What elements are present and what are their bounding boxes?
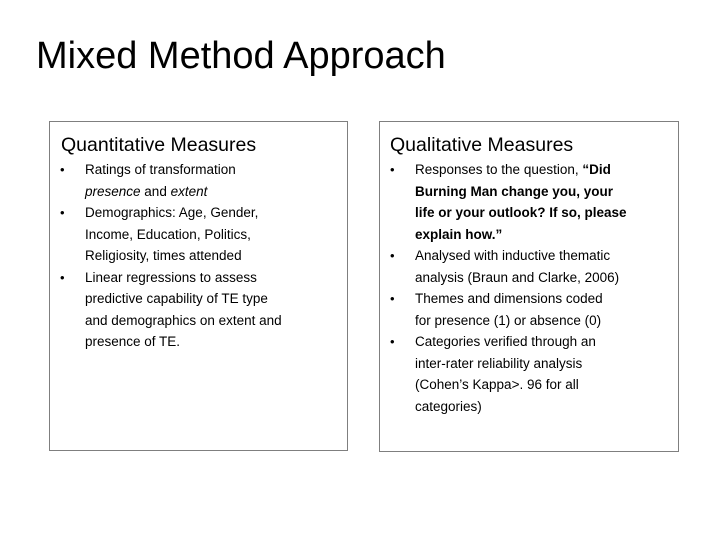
bullet-text-line: Themes and dimensions coded xyxy=(415,291,603,306)
bullet-text-line: Ratings of transformation xyxy=(85,162,236,177)
bullet-icon: • xyxy=(390,291,395,306)
question-text-line: life or your outlook? If so, please xyxy=(415,205,627,220)
bullet-text-line: for presence (1) or absence (0) xyxy=(415,312,602,328)
question-text-line: Burning Man change you, your xyxy=(415,183,614,199)
bullet-text-line: predictive capability of TE type xyxy=(85,291,268,306)
bullet-text-line: inter-rater reliability analysis xyxy=(415,355,583,371)
bullet-text-line: and demographics on extent and xyxy=(85,312,282,328)
bullet-icon: • xyxy=(60,162,65,177)
bullet-text-line: Categories verified through an xyxy=(415,334,596,349)
bullet-text-line: presence of TE. xyxy=(85,334,181,349)
bullet-text-line: Income, Education, Politics, xyxy=(85,226,251,242)
list-item xyxy=(60,202,343,267)
question-text: “Did xyxy=(582,162,611,177)
bullet-text-line: Analysed with inductive thematic xyxy=(415,248,611,263)
qualitative-heading: Qualitative Measures xyxy=(390,134,574,156)
bullet-text-line xyxy=(415,159,674,181)
quantitative-bullet-list xyxy=(60,159,343,353)
bullet-text: and xyxy=(140,183,171,199)
quantitative-measures-box xyxy=(49,121,348,451)
list-item xyxy=(390,245,674,288)
list-item xyxy=(60,267,343,353)
list-item xyxy=(390,288,674,331)
bullet-icon: • xyxy=(390,248,395,263)
bullet-text-line: Linear regressions to assess xyxy=(85,269,257,285)
bullet-text-line: analysis (Braun and Clarke, 2006) xyxy=(415,269,620,285)
bullet-text-line: (Cohen’s Kappa>. 96 for all xyxy=(415,377,579,392)
bullet-text-line: Religiosity, times attended xyxy=(85,248,242,263)
slide-title: Mixed Method Approach xyxy=(36,35,446,77)
qualitative-measures-box xyxy=(379,121,679,452)
question-text-line: explain how.” xyxy=(415,226,503,242)
bullet-text-line: categories) xyxy=(415,398,482,414)
bullet-icon: • xyxy=(60,205,65,220)
list-item xyxy=(60,159,343,202)
bullet-text: Responses to the question, xyxy=(415,162,583,177)
emphasis-text: presence xyxy=(85,183,141,199)
qualitative-bullet-list xyxy=(390,159,674,417)
emphasis-text: extent xyxy=(170,183,208,199)
bullet-text-line xyxy=(85,181,343,203)
list-item xyxy=(390,159,674,245)
bullet-icon: • xyxy=(60,269,65,285)
bullet-icon: • xyxy=(390,334,395,349)
bullet-icon: • xyxy=(390,162,395,177)
list-item xyxy=(390,331,674,417)
bullet-text-line: Demographics: Age, Gender, xyxy=(85,205,259,220)
quantitative-heading: Quantitative Measures xyxy=(61,134,257,156)
